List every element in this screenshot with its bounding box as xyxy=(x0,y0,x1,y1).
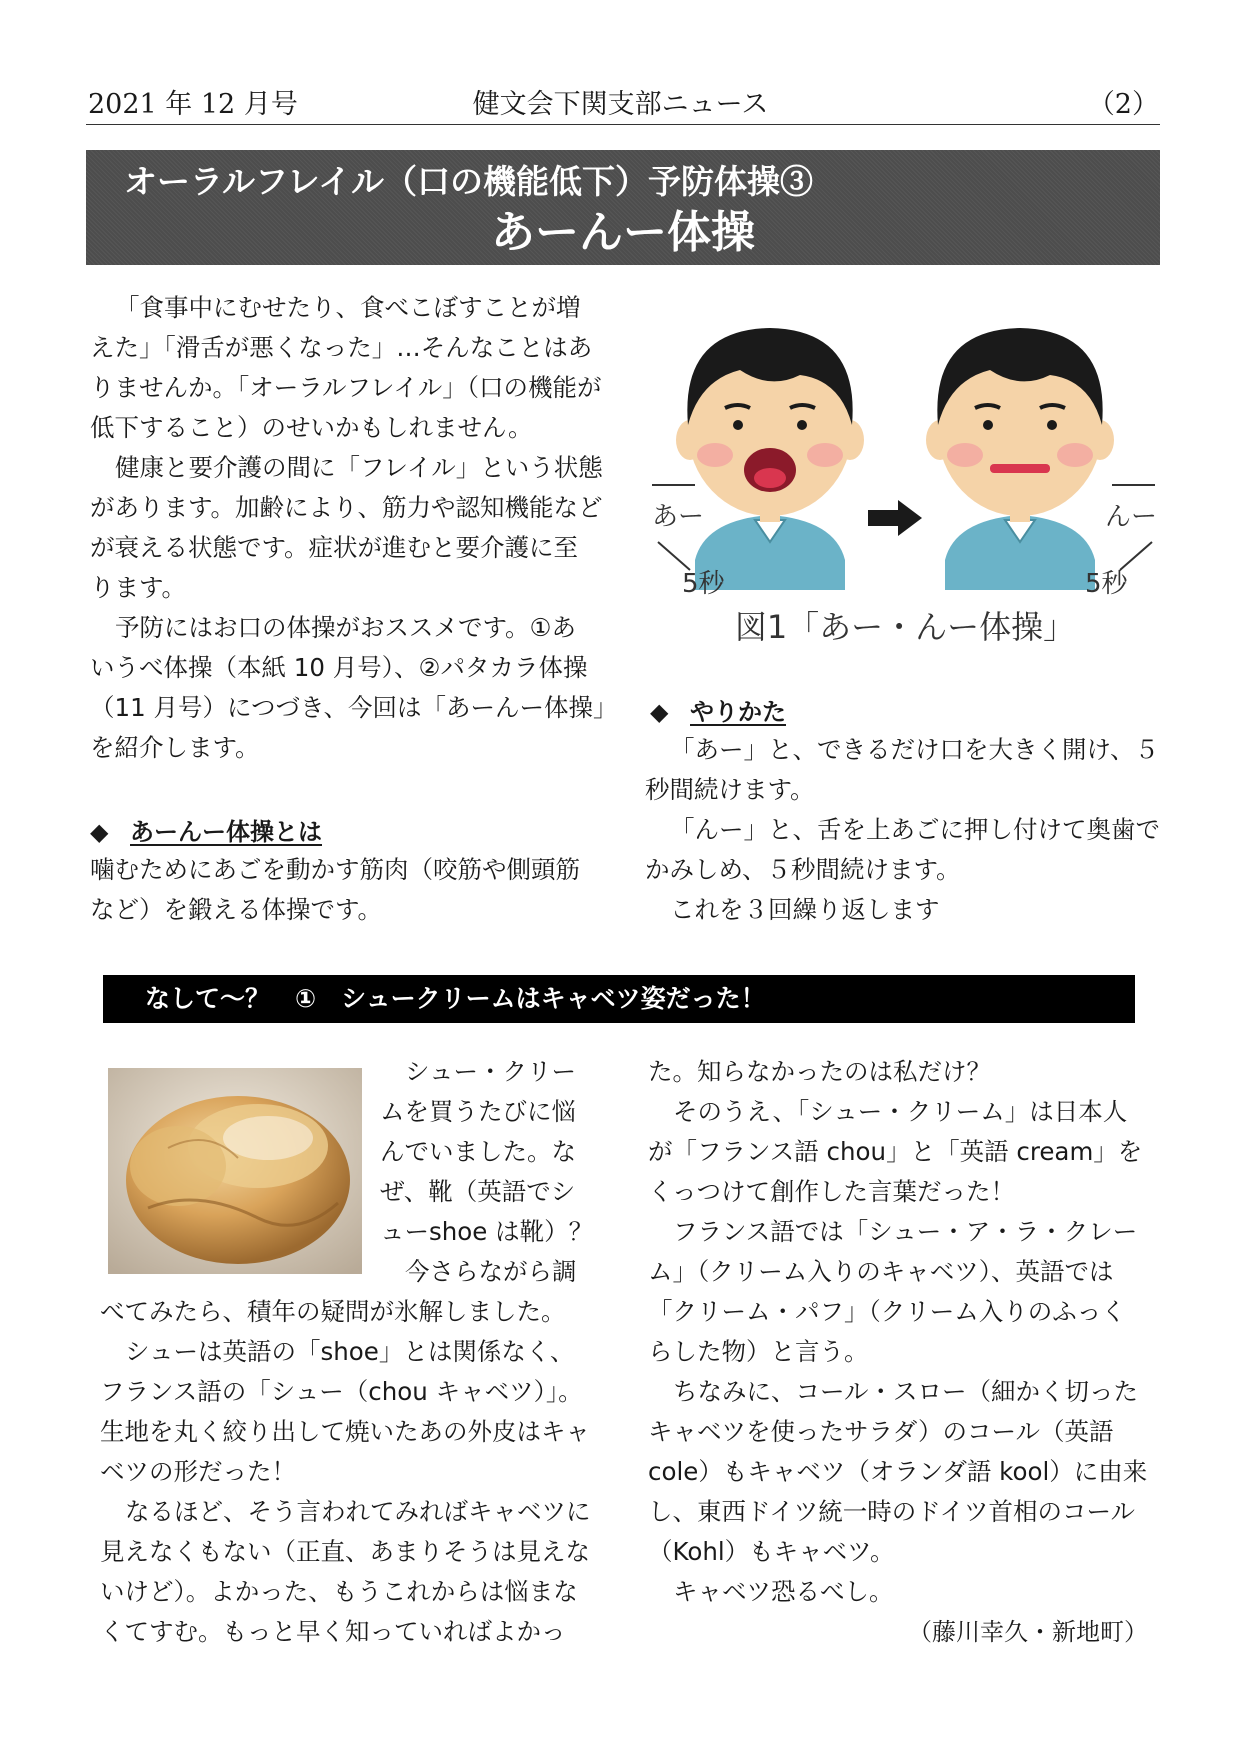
label-ah-time: 5秒 xyxy=(682,569,725,599)
text-line: シュー・クリー xyxy=(405,1057,577,1086)
text-line: 「クリーム・パフ」（クリーム入りのふっく xyxy=(648,1297,1126,1326)
text-line: フランス語の「シュー（chou キャベツ）」。 xyxy=(100,1377,583,1406)
text-line: 生地を丸く絞り出して焼いたあの外皮はキャ xyxy=(100,1417,590,1446)
text-line: ちなみに、コール・スロー（細かく切った xyxy=(673,1377,1139,1406)
text-line: キャベツ恐るべし。 xyxy=(673,1577,894,1606)
text-line: これを３回繰り返します xyxy=(670,895,940,924)
newsletter-title: 健文会下関支部ニュース xyxy=(472,89,769,120)
author-signature: （藤川幸久・新地町） xyxy=(908,1618,1148,1646)
section-title: やりかた xyxy=(690,698,786,726)
text-line: 見えなくもない（正直、あまりそうは見えな xyxy=(100,1537,590,1566)
text-line: （Kohl）もキャベツ。 xyxy=(648,1537,895,1566)
page-number: （2） xyxy=(1087,89,1159,120)
text-line: ューshoe は靴）？ xyxy=(380,1217,594,1246)
text-line: りませんか。「オーラルフレイル」（口の機能が xyxy=(90,373,602,402)
text-line: べてみたら、積年の疑問が氷解しました。 xyxy=(100,1297,566,1326)
text-line: えた」「滑舌が悪くなった」…そんなことはあ xyxy=(90,333,593,362)
figure-caption: 図1「あー・んー体操」 xyxy=(734,608,1076,646)
text-line: 秒間続けます。 xyxy=(645,775,815,804)
method-text xyxy=(645,730,1160,930)
boy-open-mouth-image xyxy=(676,328,864,590)
section-text xyxy=(90,850,580,930)
text-line: が衰える状態です。症状が進むと要介護に至 xyxy=(90,533,579,562)
article2-title: なして～？ ① シュークリームはキャベツ姿だった！ xyxy=(145,984,766,1013)
section-heading xyxy=(90,815,322,849)
article-title: あーんー体操 xyxy=(491,207,755,258)
text-line: くっつけて創作した言葉だった！ xyxy=(648,1177,1016,1206)
diamond-icon: ◆ xyxy=(650,698,669,726)
label-ah: あー xyxy=(652,502,705,532)
text-line: 予防にはお口の体操がおススメです。①あ xyxy=(115,613,577,642)
motion-line xyxy=(658,542,690,570)
text-line: 今さらながら調 xyxy=(405,1257,577,1286)
text-line: 「食事中にむせたり、食べこぼすことが増 xyxy=(115,293,581,322)
boy-closed-mouth-image xyxy=(926,328,1114,590)
text-line: フランス語では「シュー・ア・ラ・クレー xyxy=(673,1217,1138,1246)
label-n-time: 5秒 xyxy=(1085,569,1128,599)
text-line: し、東西ドイツ統一時のドイツ首相のコール xyxy=(648,1497,1136,1526)
text-line: 低下すること）のせいかもしれません。 xyxy=(90,413,533,442)
text-line: cole）もキャベツ（オランダ語 kool）に由来 xyxy=(648,1457,1148,1486)
text-line: ベツの形だった！ xyxy=(100,1457,296,1486)
text-line: なるほど、そう言われてみればキャベツに xyxy=(125,1497,591,1526)
intro-text xyxy=(90,288,618,768)
header-divider xyxy=(86,124,1160,125)
article-banner xyxy=(86,150,1160,265)
text-line: いうべ体操（本紙 10 月号）、②パタカラ体操 xyxy=(90,653,588,682)
text-line: など）を鍛える体操です。 xyxy=(90,895,383,924)
issue-date: 2021 年 12 月号 xyxy=(88,89,298,120)
text-line: が「フランス語 chou」と「英語 cream」を xyxy=(648,1137,1143,1166)
text-line: ぜ、靴（英語でシ xyxy=(380,1177,576,1206)
article2-left-text xyxy=(100,1292,591,1652)
cream-puff-photo xyxy=(108,1068,362,1274)
text-line: 「んー」と、舌を上あごに押し付けて奥歯で xyxy=(670,815,1160,844)
text-line: そのうえ、「シュー・クリーム」は日本人 xyxy=(673,1097,1128,1126)
text-line: らした物）と言う。 xyxy=(648,1337,869,1366)
motion-line xyxy=(1120,542,1152,570)
text-line: を紹介します。 xyxy=(90,733,260,762)
text-line: ム」（クリーム入りのキャベツ）、英語では xyxy=(648,1257,1114,1286)
text-line: かみしめ、５秒間続けます。 xyxy=(645,855,961,884)
text-line: 「あー」と、できるだけ口を大きく開け、５ xyxy=(670,735,1160,764)
label-n: んー xyxy=(1105,502,1158,532)
boys-illustration xyxy=(650,320,1160,660)
diamond-icon: ◆ xyxy=(90,818,109,846)
article2-right-text xyxy=(648,1052,1147,1612)
text-line: た。知らなかったのは私だけ？ xyxy=(648,1057,991,1086)
text-line: 健康と要介護の間に「フレイル」という状態 xyxy=(115,453,603,482)
text-line: くてすむ。もっと早く知っていればよかっ xyxy=(100,1617,566,1646)
section-title: あーんー体操とは xyxy=(130,818,322,846)
article2-banner xyxy=(103,975,1135,1023)
text-line: キャベツを使ったサラダ）のコール（英語 xyxy=(648,1417,1114,1446)
text-line: ります。 xyxy=(90,573,187,602)
text-line: いけど）。よかった、もうこれからは悩まな xyxy=(100,1577,578,1606)
article-subtitle: オーラルフレイル（口の機能低下）予防体操③ xyxy=(124,162,814,201)
wrap-text xyxy=(380,1052,593,1292)
text-line: シューは英語の「shoe」とは関係なく、 xyxy=(125,1337,575,1366)
text-line: 噛むためにあごを動かす筋肉（咬筋や側頭筋 xyxy=(90,855,580,884)
text-line: があります。加齢により、筋力や認知機能など xyxy=(90,493,603,522)
text-line: ムを買うたびに悩 xyxy=(380,1097,576,1126)
exercise-illustration xyxy=(650,320,1160,660)
right-arrow-icon xyxy=(868,500,922,536)
section-heading xyxy=(650,695,786,729)
text-line: んでいました。な xyxy=(380,1137,576,1166)
text-line: （11 月号）につづき、今回は「あーんー体操」 xyxy=(90,693,618,722)
